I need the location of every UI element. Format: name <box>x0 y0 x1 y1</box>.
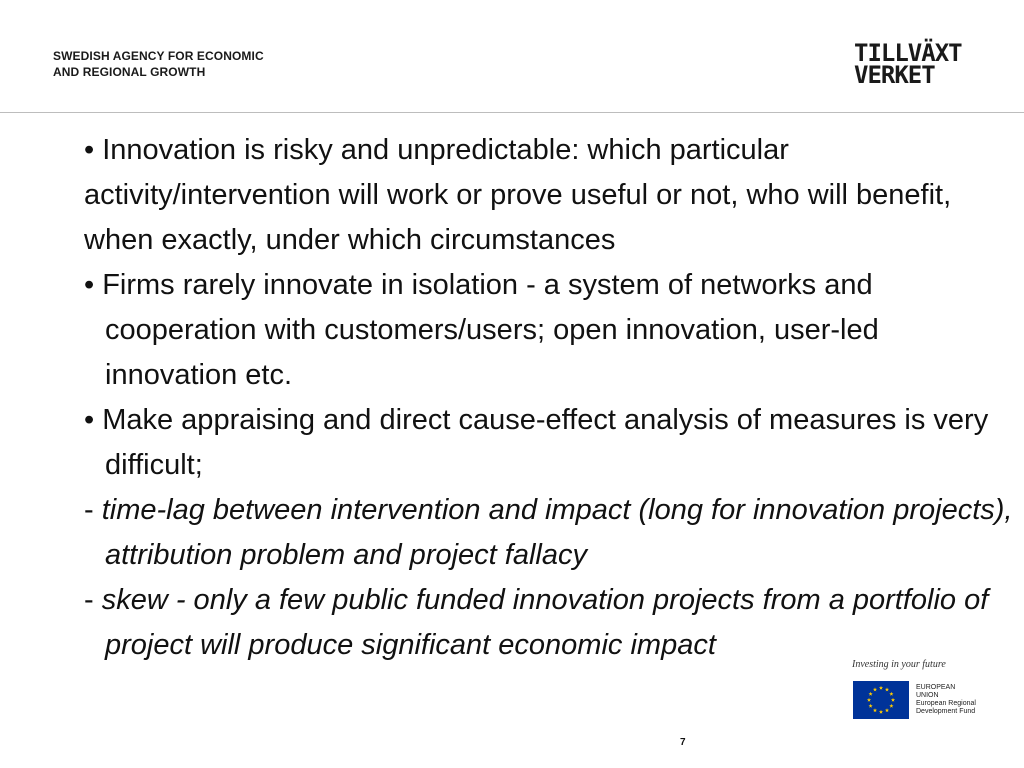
slide-body <box>84 128 1019 668</box>
page-number: 7 <box>680 737 686 748</box>
dash-prefix: - <box>84 584 102 616</box>
eu-flag-icon <box>853 681 909 719</box>
eu-label-line1: EUROPEAN <box>916 684 956 691</box>
tillvaxtverket-logo <box>850 38 980 90</box>
header-divider <box>0 112 1024 113</box>
agency-name-line1: SWEDISH AGENCY FOR ECONOMIC <box>53 49 264 63</box>
eu-fund-label <box>916 684 976 716</box>
eu-funding-block <box>852 659 1002 723</box>
dash-skew <box>84 578 1019 668</box>
eu-tagline: Investing in your future <box>852 659 946 670</box>
eu-label-line2: UNION <box>916 692 939 699</box>
dash-prefix: - <box>84 494 102 526</box>
bullet-innovation-risky: • Innovation is risky and unpredictable: which particular activity/intervention will work or prove useful or not, who will benefit, when exactly, under which circumstances <box>84 134 952 256</box>
agency-name-line2: AND REGIONAL GROWTH <box>53 65 206 79</box>
eu-label-line4: Development Fund <box>916 708 976 715</box>
agency-name <box>53 48 264 80</box>
dash-time-lag-text: time-lag between intervention and impact (long for innovation projects), attribution problem and project fallacy <box>101 494 1013 571</box>
logo-line2: VERKET <box>854 61 935 89</box>
bullet-appraising: • Make appraising and direct cause-effect analysis of measures is very difficult; <box>84 404 989 481</box>
dash-time-lag <box>84 488 1019 578</box>
bullet-firms-isolation: • Firms rarely innovate in isolation - a system of networks and cooperation with customers/users; open innovation, user-led innovation etc. <box>84 269 879 391</box>
dash-skew-text: skew - only a few public funded innovation projects from a portfolio of project will produce significant economic impact <box>101 584 989 661</box>
logo-line1: TILLVÄXT <box>854 39 962 67</box>
eu-label-line3: European Regional <box>916 700 976 707</box>
